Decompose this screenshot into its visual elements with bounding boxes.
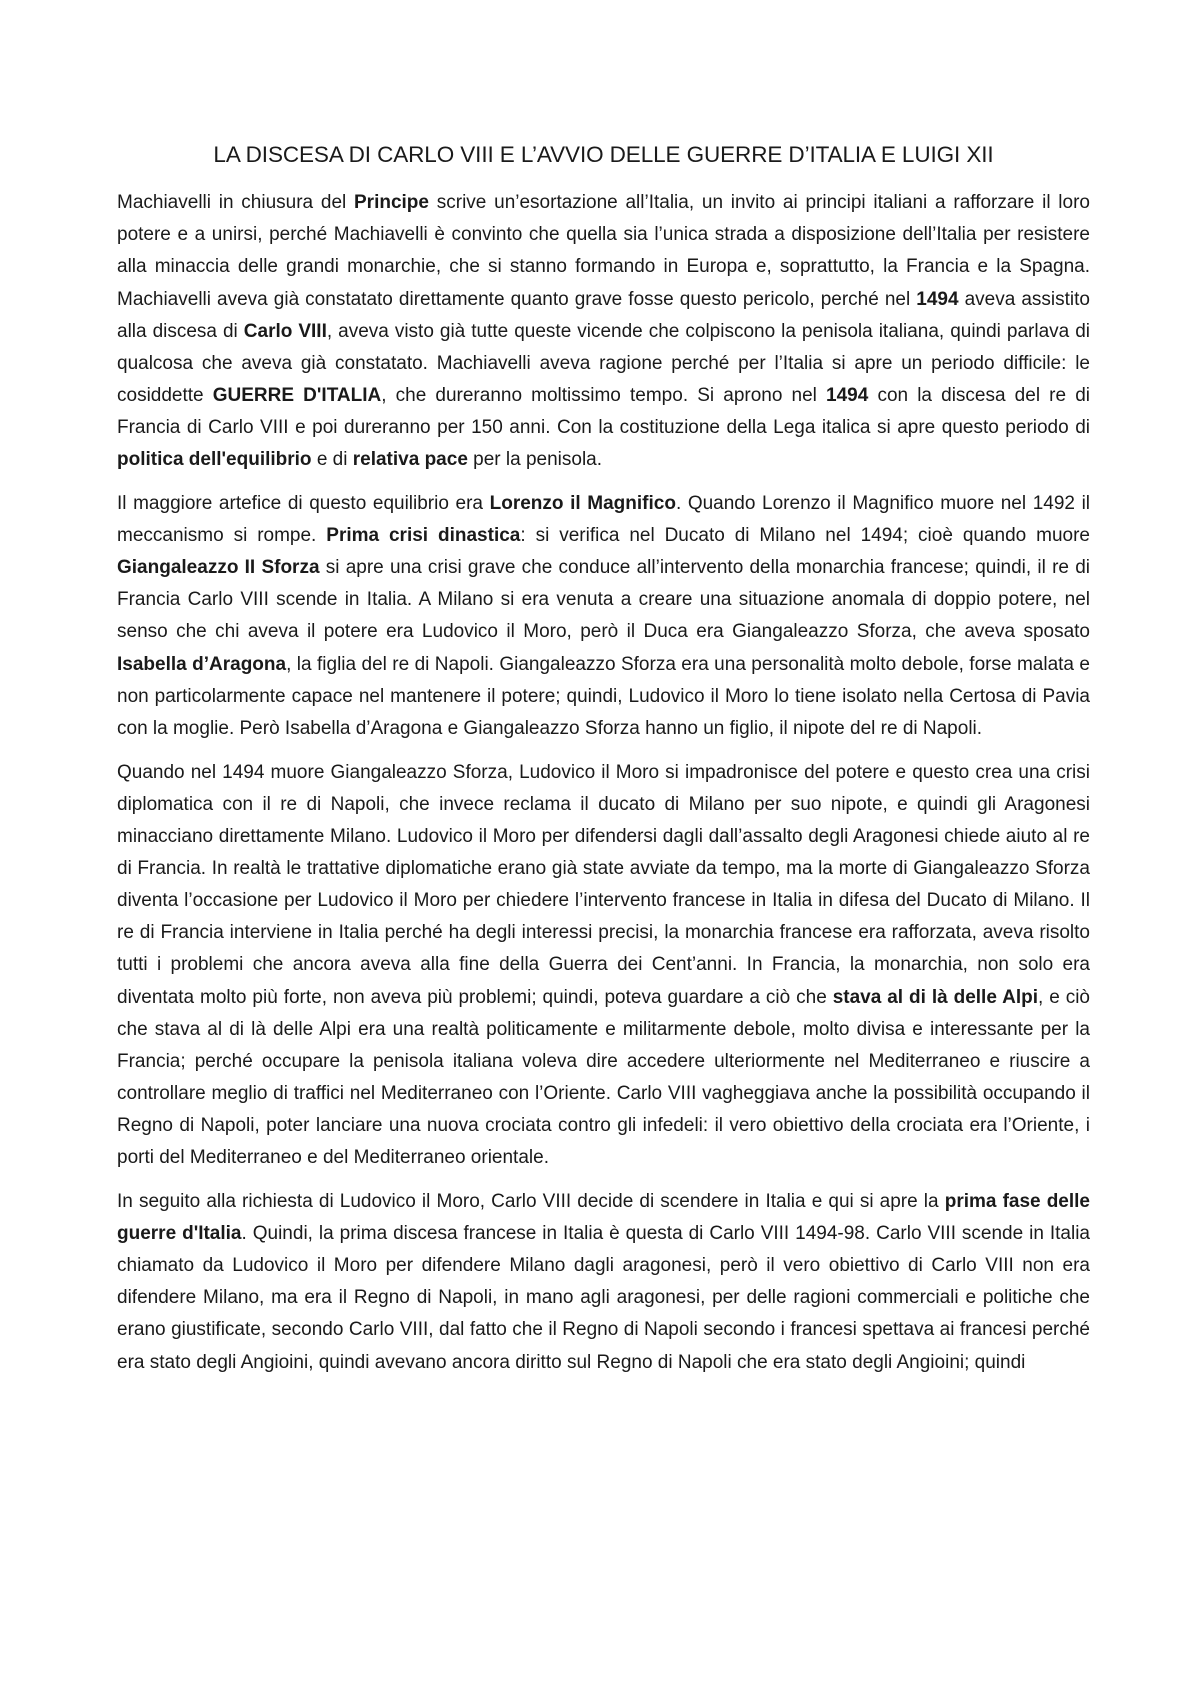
bold-text: 1494 xyxy=(916,288,959,310)
text-run: Machiavelli in chiusura del xyxy=(117,192,354,214)
text-run: con la discesa del re di Francia di Carlo VIII e poi dureranno per 150 anni. Con la costituzione della Lega italica si apre questo periodo di xyxy=(117,384,1090,438)
text-run: , aveva visto già tutte queste vicende che colpiscono la penisola italiana, quindi parlava di qualcosa che aveva già constatato. Machiavelli aveva ragione perché per l’Italia si apre un periodo difficile: le cosiddette xyxy=(117,320,1090,406)
bold-text: Isabella d’Aragona xyxy=(117,653,287,675)
text-run: . Quando Lorenzo il Magnifico muore nel 1492 il meccanismo si rompe. xyxy=(117,493,1091,547)
text-run: : si verifica nel Ducato di Milano nel 1494; cioè quando muore xyxy=(520,525,1090,547)
bold-text: relativa pace xyxy=(352,449,468,470)
bold-text: stava al di là delle Alpi xyxy=(832,986,1038,1008)
document-title: LA DISCESA DI CARLO VIII E L’AVVIO DELLE GUERRE D’ITALIA E LUIGI XII xyxy=(213,142,994,167)
bold-text: politica dell'equilibrio xyxy=(117,449,312,470)
bold-text: GUERRE D'ITALIA xyxy=(212,384,382,406)
document-page xyxy=(117,140,1090,1391)
text-run: , la figlia del re di Napoli. Giangaleazzo Sforza era una personalità molto debole, forse malata e non particolarmente capace nel mantenere il potere; quindi, Ludovico il Moro lo tiene isolato nella Certosa di Pavia con la moglie. Però Isabella d’Aragona e Giangaleazzo Sforza hanno un figlio, il nipote del re di Napoli. xyxy=(117,653,1090,739)
paragraph xyxy=(117,187,1090,476)
paragraph xyxy=(117,757,1090,1174)
paragraph xyxy=(117,1186,1090,1379)
bold-text: Carlo VIII xyxy=(243,320,327,342)
text-run: Il maggiore artefice di questo equilibrio era xyxy=(117,493,490,515)
text-run: per la penisola. xyxy=(467,449,603,470)
bold-text: Lorenzo il Magnifico xyxy=(489,493,676,515)
text-run: . Quindi, la prima discesa francese in Italia è questa di Carlo VIII 1494-98. Carlo VIII scende in Italia chiamato da Ludovico il Moro per difendere Milano dagli aragonesi, però il vero obiettivo di Carlo VIII non era difendere Milano, ma era il Regno di Napoli, in mano agli aragonesi, per delle ragioni commerciali e politiche che erano giustificate, secondo Carlo VIII, dal fatto che il Regno di Napoli secondo i francesi spettava ai francesi perché era stato degli Angioini, quindi avevano ancora diritto sul Regno di Napoli che era stato degli Angioini; quindi xyxy=(117,1223,1091,1373)
bold-text: prima fase delle guerre d'Italia xyxy=(117,1191,1091,1245)
text-run: In seguito alla richiesta di Ludovico il Moro, Carlo VIII decide di scendere in Italia e qui si apre la xyxy=(117,1191,945,1213)
bold-text: Principe xyxy=(354,192,429,214)
text-run: scrive un’esortazione all’Italia, un invito ai principi italiani a rafforzare il loro potere e a unirsi, perché Machiavelli è convinto che quella sia l’unica strada a disposizione dell’Italia per resistere alla minaccia delle grandi monarchie, che si stanno formando in Europa e, soprattutto, la Francia e la Spagna. Machiavelli aveva già constatato direttamente quanto grave fosse questo pericolo, perché nel xyxy=(117,192,1090,310)
text-run: Quando nel 1494 muore Giangaleazzo Sforza, Ludovico il Moro si impadronisce del potere e questo crea una crisi diplomatica con il re di Napoli, che invece reclama il ducato di Milano per suo nipote, e quindi gli Aragonesi minacciano direttamente Milano. Ludovico il Moro per difendersi dagli dall’assalto degli Aragonesi chiede aiuto al re di Francia. In realtà le trattative diplomatiche erano già state avviate da tempo, ma la morte di Giangaleazzo Sforza diventa l’occasione per Ludovico il Moro per chiedere l’intervento francese in Italia in difesa del Ducato di Milano. Il re di Francia interviene in Italia perché ha degli interessi precisi, la monarchia francese era rafforzata, aveva risolto tutti i problemi che ancora aveva alla fine della Guerra dei Cent’anni. In Francia, la monarchia, non solo era diventata molto più forte, non aveva più problemi; quindi, poteva guardare a ciò che xyxy=(117,761,1090,1008)
text-run: aveva assistito alla discesa di xyxy=(117,288,1090,342)
bold-text: Giangaleazzo II Sforza xyxy=(117,557,320,579)
bold-text: Prima crisi dinastica xyxy=(326,525,521,547)
text-run: , che dureranno moltissimo tempo. Si aprono nel xyxy=(381,384,827,406)
text-run: si apre una crisi grave che conduce all’intervento della monarchia francese; quindi, il re di Francia Carlo VIII scende in Italia. A Milano si era venuta a creare una situazione anomala di doppio potere, nel senso che chi aveva il potere era Ludovico il Moro, però il Duca era Giangaleazzo Sforza, che aveva sposato xyxy=(117,557,1090,643)
text-run: e di xyxy=(311,449,353,470)
document-body xyxy=(117,187,1090,1378)
text-run: , e ciò che stava al di là delle Alpi era una realtà politicamente e militarmente debole, molto divisa e interessante per la Francia; perché occupare la penisola italiana voleva dire accedere ulteriormente nel Mediterraneo e riuscire a controllare meglio di traffici nel Mediterraneo con l’Oriente. Carlo VIII vagheggiava anche la possibilità occupando il Regno di Napoli, poter lanciare una nuova crociata contro gli infedeli: il vero obiettivo della crociata era l’Oriente, i porti del Mediterraneo e del Mediterraneo orientale. xyxy=(117,986,1090,1168)
paragraph xyxy=(117,488,1090,745)
bold-text: 1494 xyxy=(826,384,869,406)
